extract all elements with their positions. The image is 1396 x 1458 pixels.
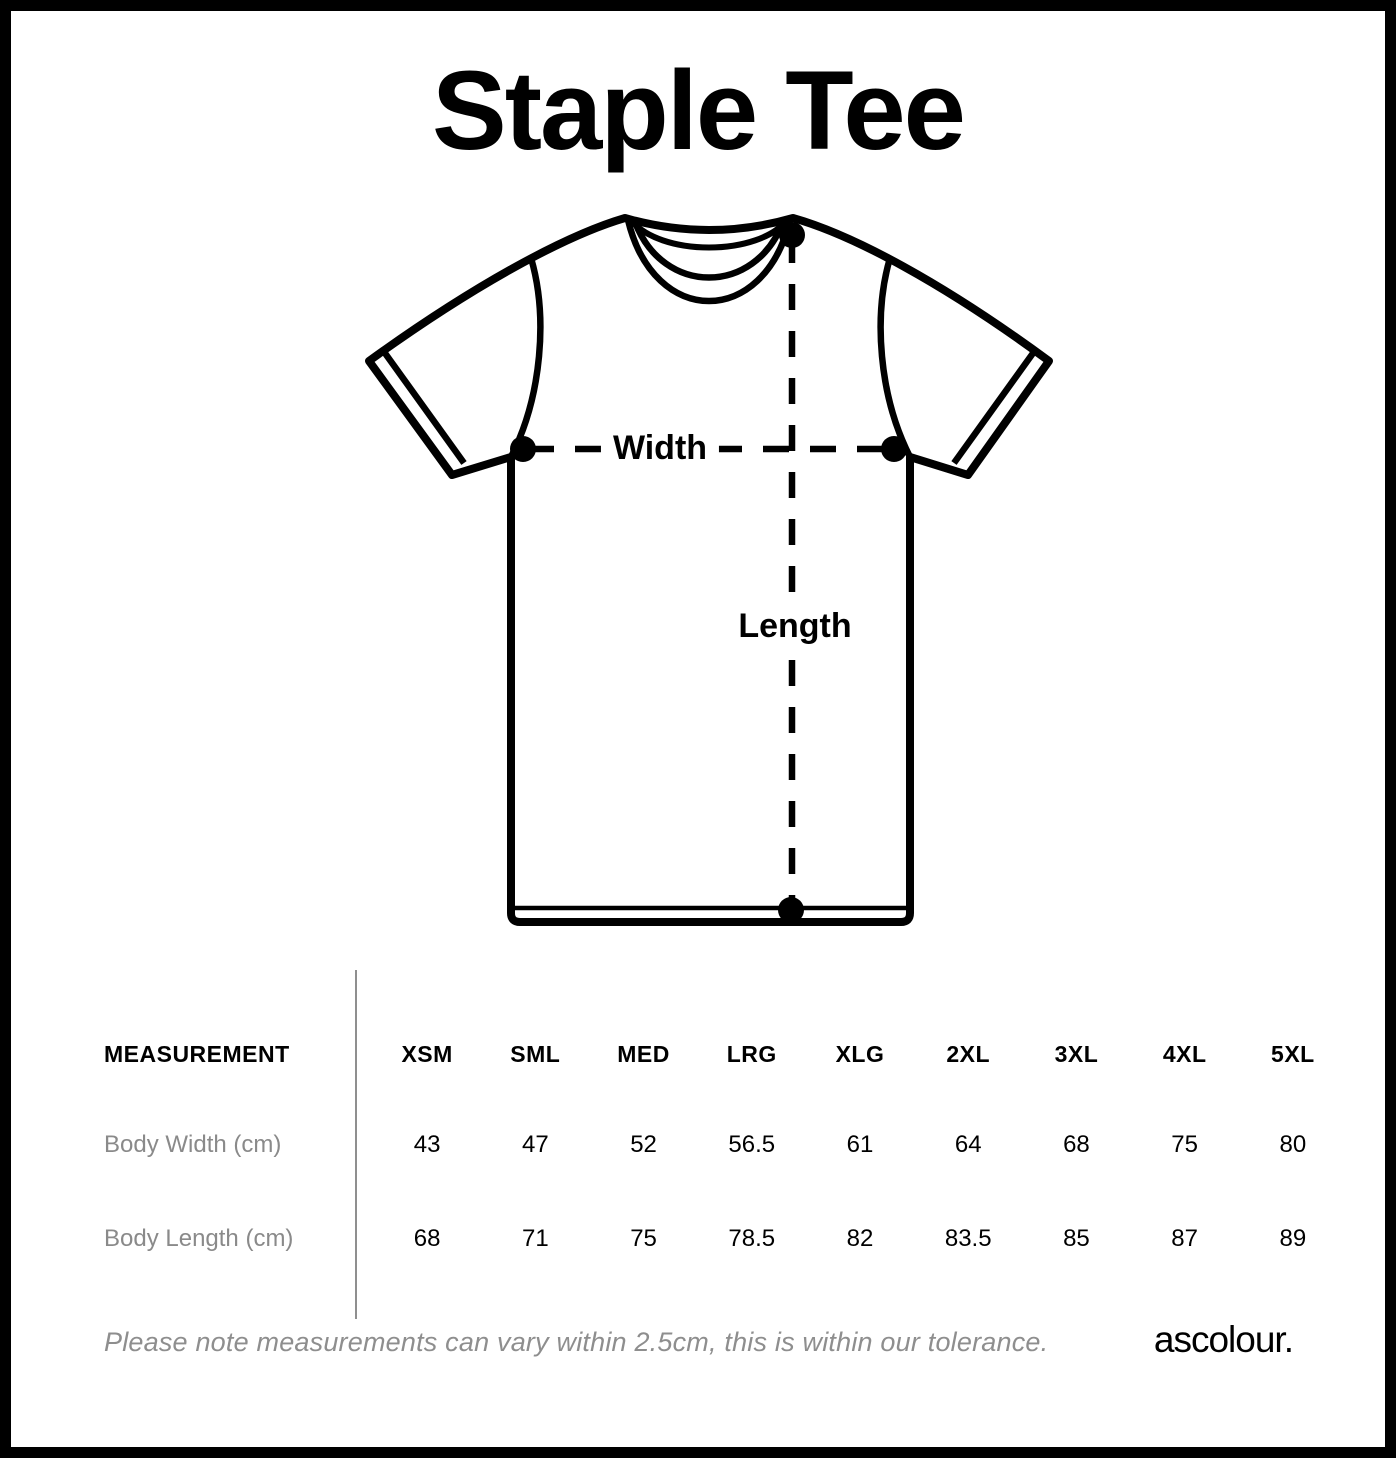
body-length-5xl: 89 [1279, 1225, 1307, 1252]
size-header-med: MED [617, 1040, 670, 1067]
shoulder-neck-dot [779, 222, 805, 248]
body-length-lrg: 78.5 [728, 1225, 776, 1252]
size-header-3xl: 3XL [1054, 1040, 1099, 1067]
page-title: Staple Tee [432, 48, 964, 173]
body-width-2xl: 64 [954, 1131, 982, 1158]
size-header-2xl: 2XL [946, 1040, 991, 1067]
size-header-xlg: XLG [835, 1040, 885, 1067]
body-width-5xl: 80 [1279, 1131, 1307, 1158]
size-header-5xl: 5XL [1271, 1040, 1315, 1067]
size-table [104, 1011, 1347, 1285]
body-length-xlg: 82 [846, 1225, 874, 1252]
length-measure-label: Length [726, 607, 863, 645]
body-width-sml: 47 [521, 1131, 549, 1158]
body-length-4xl: 87 [1171, 1225, 1198, 1252]
width-measure-label: Width [601, 429, 719, 467]
right-underarm-dot [881, 436, 907, 462]
hem-center-dot [778, 897, 804, 923]
body-length-3xl: 85 [1063, 1225, 1090, 1252]
body-width-xlg: 61 [846, 1131, 874, 1158]
left-underarm-dot [510, 436, 536, 462]
shirt-outline [369, 218, 1049, 922]
measurement-header: MEASUREMENT [104, 1040, 290, 1067]
row-label-body-width: Body Width (cm) [104, 1131, 282, 1158]
size-header-xsm: XSM [401, 1040, 453, 1067]
body-length-med: 75 [630, 1225, 657, 1252]
body-length-2xl: 83.5 [944, 1225, 992, 1252]
body-width-med: 52 [630, 1131, 657, 1158]
row-label-body-length: Body Length (cm) [104, 1225, 294, 1252]
brand-logo: ascolour. [1153, 1319, 1293, 1360]
body-width-3xl: 68 [1063, 1131, 1090, 1158]
size-header-4xl: 4XL [1162, 1040, 1207, 1067]
body-width-lrg: 56.5 [728, 1131, 776, 1158]
size-header-lrg: LRG [726, 1040, 777, 1067]
body-width-xsm: 43 [413, 1131, 441, 1158]
body-length-xsm: 68 [413, 1225, 441, 1252]
size-header-sml: SML [510, 1040, 561, 1067]
body-width-4xl: 75 [1171, 1131, 1198, 1158]
body-length-sml: 71 [521, 1225, 549, 1252]
tolerance-note: Please note measurements can vary within 2.5cm, this is within our tolerance. [104, 1327, 1049, 1357]
